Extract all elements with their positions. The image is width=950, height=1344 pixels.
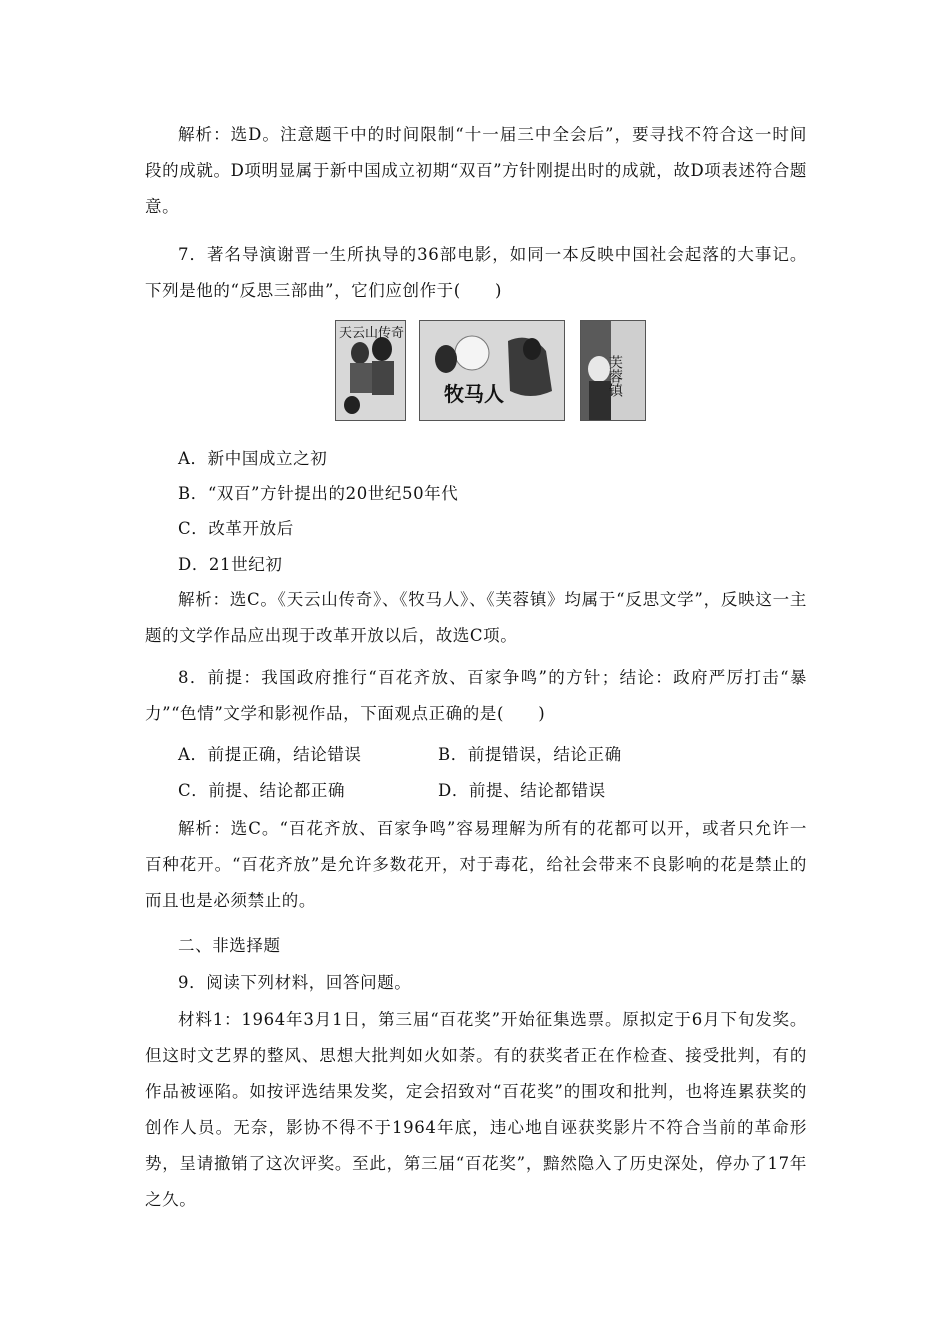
question-9-stem: 9．阅读下列材料，回答问题。 (178, 973, 412, 992)
analysis-q6: 解析：选D。注意题干中的时间限制“十一届三中全会后”，要寻找不符合这一时间段的成就。D项明显属于新中国成立初期“双百”方针刚提出时的成就，故D项表述符合题意。 (145, 125, 807, 216)
film-posters (335, 320, 647, 420)
poster-title-mumaren: 牧马人 (444, 382, 504, 406)
analysis-q8: 解析：选C。“百花齐放、百家争鸣”容易理解为所有的花都可以开，或者只允许一百种花开。“百花齐放”是允许多数花开，对于毒花，给社会带来不良影响的花是禁止的而且也是必须禁止的。 (145, 819, 807, 910)
q8-option-a: A．前提正确，结论错误 (178, 745, 362, 764)
poster-mumaren (419, 320, 565, 421)
q9-material-1: 材料1：1964年3月1日，第三届“百花奖”开始征集选票。原拟定于6月下旬发奖。但这时文艺界的整风、思想大批判如火如荼。有的获奖者正在作检查、接受批判，有的作品被诬陷。如按评选结果发奖，定会招致对“百花奖”的围攻和批判，也将连累获奖的创作人员。无奈，影协不得不于1964年底，违心地自诬获奖影片不符合当前的革命形势，呈请撤销了这次评奖。至此，第三届“百花奖”，黯然隐入了历史深处，停办了17年之久。 (145, 1010, 807, 1209)
q7-option-b: B．“双百”方针提出的20世纪50年代 (178, 484, 459, 503)
poster-furongzhen (580, 320, 646, 421)
question-7-stem: 7．著名导演谢晋一生所执导的36部电影，如同一本反映中国社会起落的大事记。下列是他的“反思三部曲”，它们应创作于( ) (145, 245, 807, 300)
poster-title-furongzhen: 芙蓉镇 (607, 355, 623, 397)
question-8-stem: 8．前提：我国政府推行“百花齐放、百家争鸣”的方针；结论：政府严厉打击“暴力”“色情”文学和影视作品，下面观点正确的是( ) (145, 668, 807, 723)
q7-option-a: A．新中国成立之初 (178, 449, 328, 468)
q7-option-d: D．21世纪初 (178, 555, 283, 574)
q8-option-c: C．前提、结论都正确 (178, 781, 346, 800)
poster-title-tianyunshan: 天云山传奇 (339, 326, 405, 341)
section-heading: 二、非选择题 (178, 936, 281, 955)
q7-option-c: C．改革开放后 (178, 519, 294, 538)
q8-option-b: B．前提错误，结论正确 (438, 745, 622, 764)
q8-option-d: D．前提、结论都错误 (438, 781, 606, 800)
analysis-q7: 解析：选C。《天云山传奇》、《牧马人》、《芙蓉镇》均属于“反思文学”，反映这一主题的文学作品应出现于改革开放以后，故选C项。 (145, 590, 807, 645)
poster-tianyunshan (335, 320, 406, 421)
